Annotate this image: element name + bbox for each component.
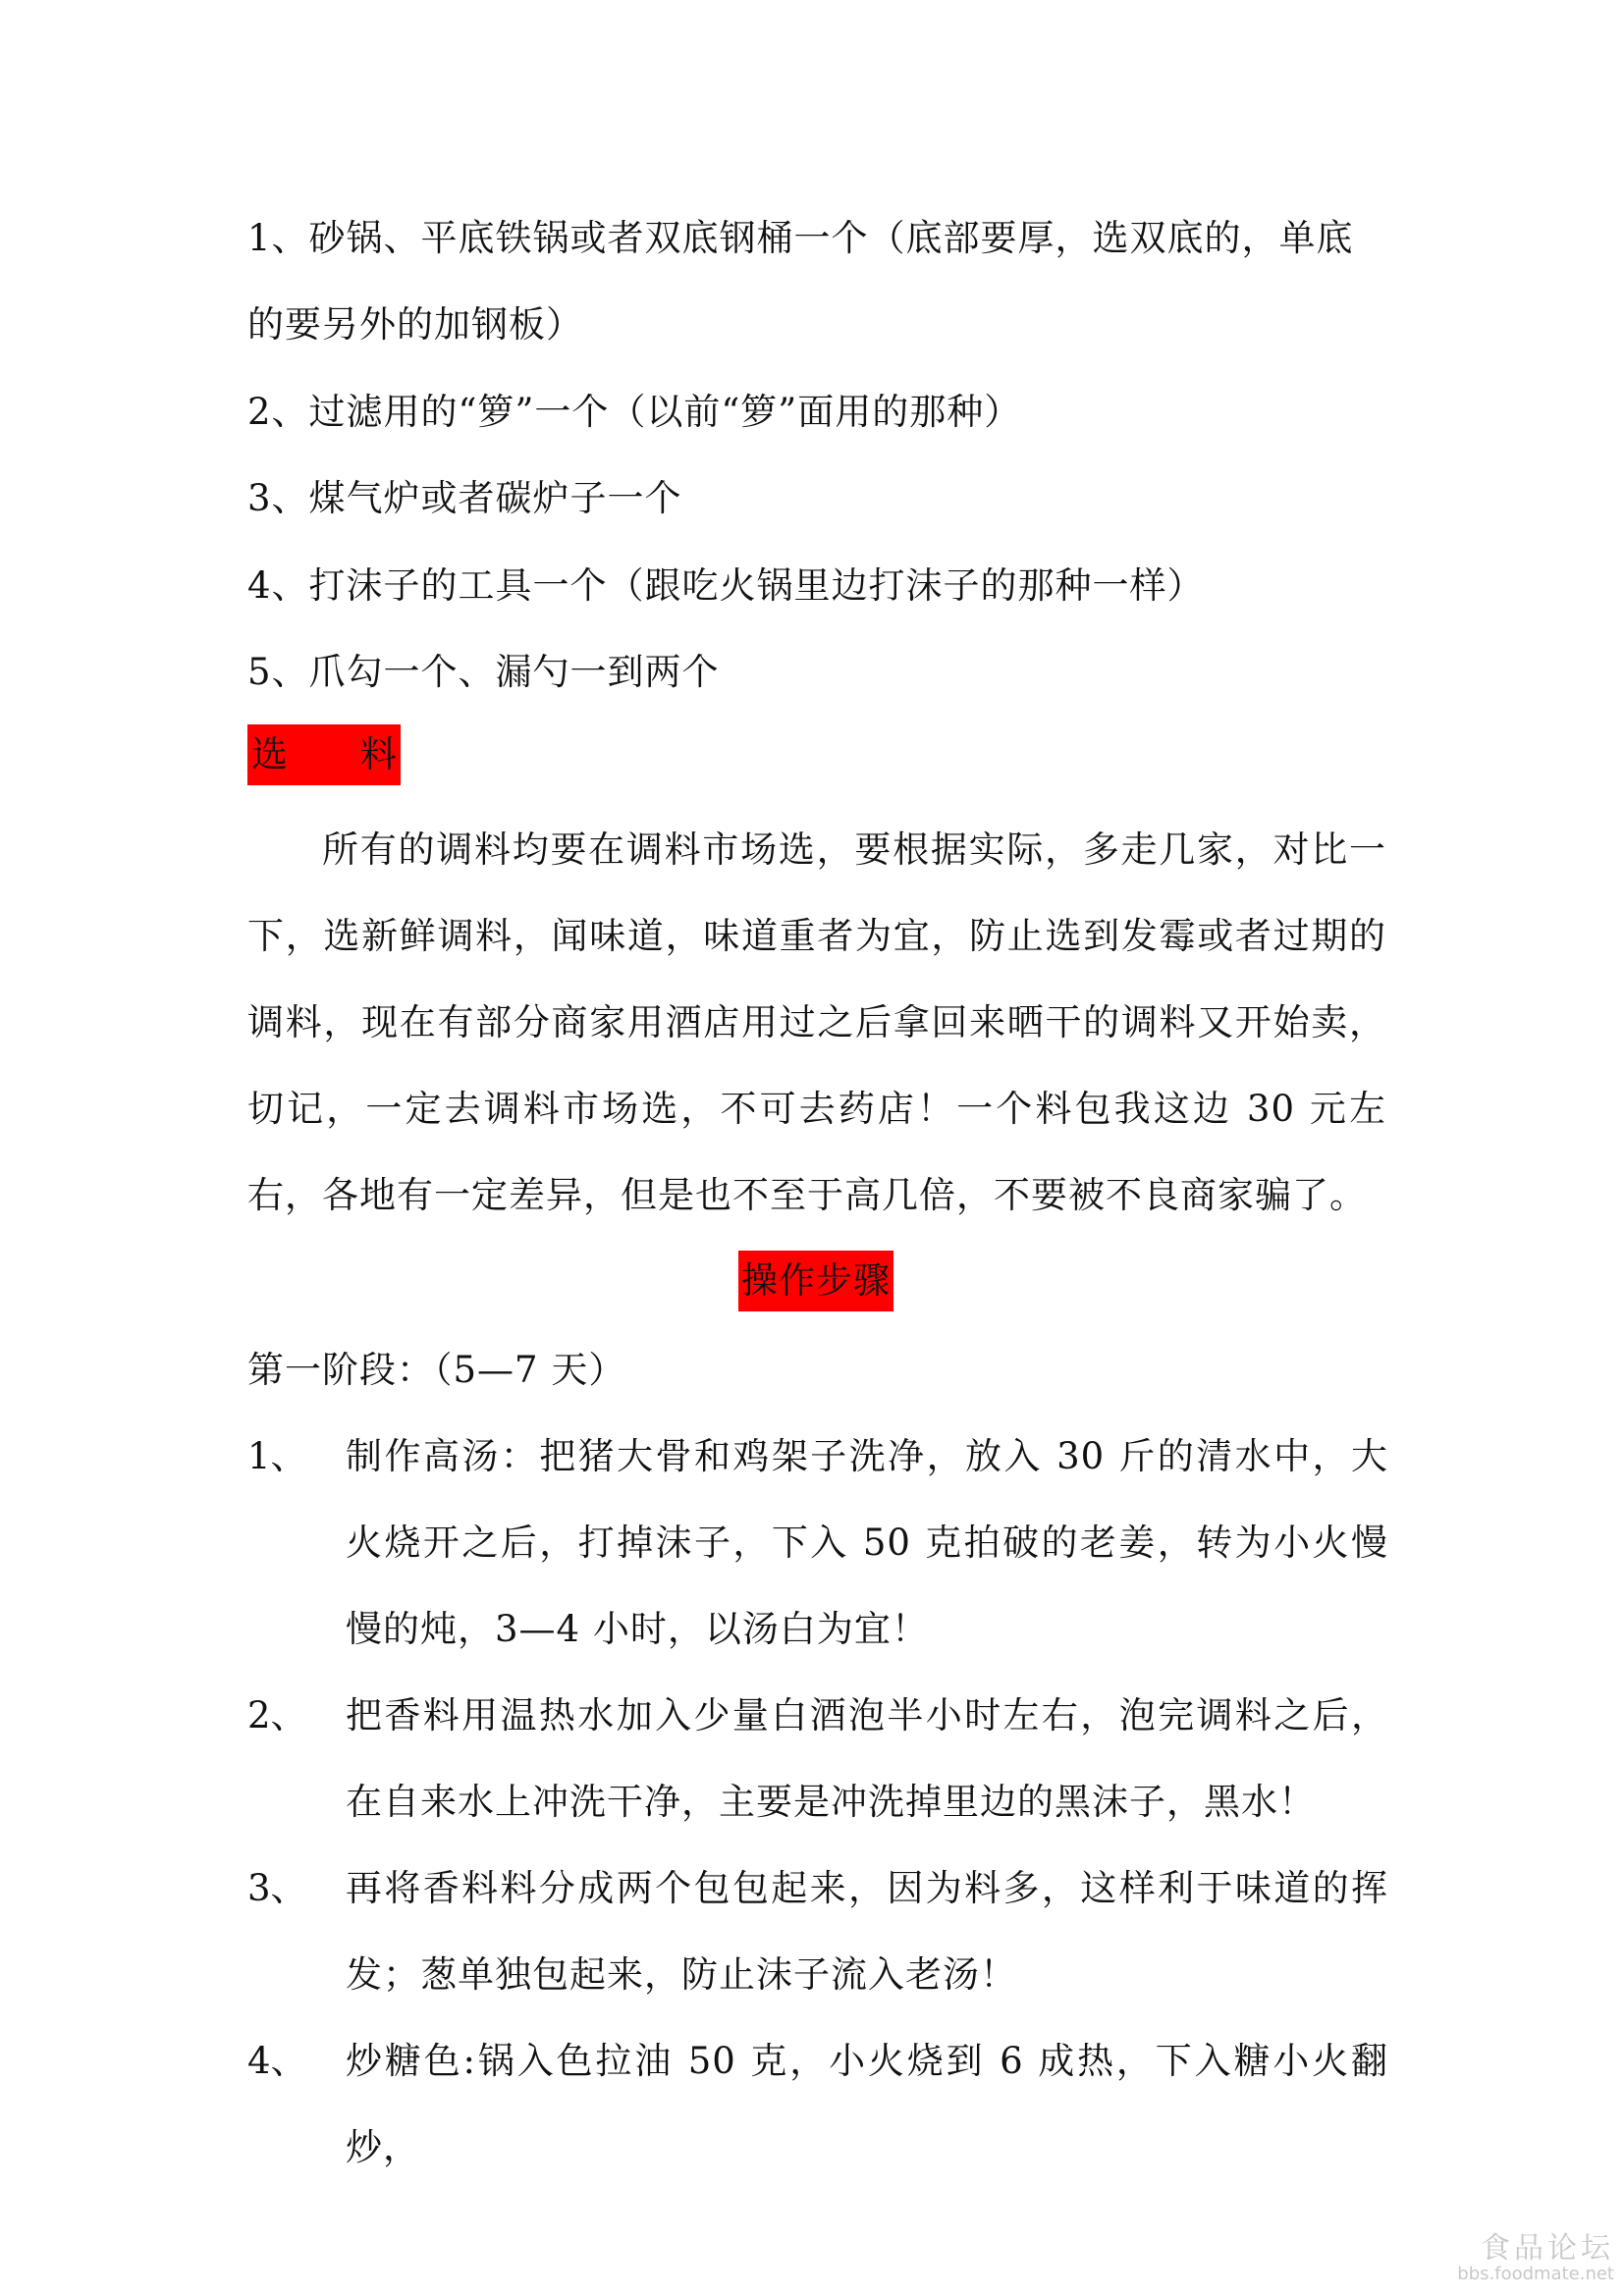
stage-title: 第一阶段：（5—7 天） <box>247 1349 626 1391</box>
tool-item-5: 5、爪勾一个、漏勺一到两个 <box>247 651 720 693</box>
step-number: 2、 <box>247 1694 307 1736</box>
step-text: 制作高汤：把猪大骨和鸡架子洗净，放入 30 斤的清水中，大火烧开之后，打掉沫子，下入 50 克拍破的老姜，转为小火慢慢的炖，3—4 小时，以汤白为宜！ <box>346 1435 1388 1650</box>
section-heading-select <box>247 724 401 785</box>
watermark-cn: 食品论坛 <box>1481 2231 1614 2266</box>
watermark-url: bbs.foodmate.net <box>1457 2264 1614 2284</box>
section-heading-select-right: 料 <box>360 733 397 775</box>
step-text: 炒糖色:锅入色拉油 50 克，小火烧到 6 成热，下入糖小火翻炒， <box>346 2040 1388 2168</box>
tool-item-3: 3、煤气炉或者碳炉子一个 <box>247 477 682 519</box>
step-text: 再将香料料分成两个包包起来，因为料多，这样利于味道的挥发；葱单独包起来，防止沫子流入老汤！ <box>346 1867 1388 1996</box>
tool-item-4: 4、打沫子的工具一个（跟吃火锅里边打沫子的那种一样） <box>247 564 1205 607</box>
tool-item-2: 2、过滤用的“箩”一个（以前“箩”面用的那种） <box>247 391 1022 433</box>
step-text: 把香料用温热水加入少量白酒泡半小时左右，泡完调料之后，在自来水上冲洗干净，主要是冲洗掉里边的黑沫子，黑水！ <box>346 1694 1388 1823</box>
site-watermark <box>1457 2233 1614 2284</box>
step-number: 1、 <box>247 1435 307 1477</box>
section-heading-steps: 操作步骤 <box>738 1251 893 1311</box>
tool-item-1-line-1: 1、砂锅、平底铁锅或者双底钢桶一个（底部要厚，选双底的，单底 <box>247 217 1354 259</box>
step-number: 4、 <box>247 2040 307 2082</box>
section-heading-select-left: 选 <box>251 733 288 775</box>
step-number: 3、 <box>247 1867 307 1909</box>
tool-item-1-line-2: 的要另外的加钢板） <box>247 303 583 346</box>
select-paragraph: 所有的调料均要在调料市场选，要根据实际，多走几家，对比一下，选新鲜调料，闻味道，味道重者为宜，防止选到发霉或者过期的调料，现在有部分商家用酒店用过之后拿回来晒干的调料又开始卖，切记，一定去调料市场选，不可去药店！一个料包我这边 30 元左右，各地有一定差异，但是也不至于高几倍，不要被不良商家骗了。 <box>247 828 1386 1216</box>
